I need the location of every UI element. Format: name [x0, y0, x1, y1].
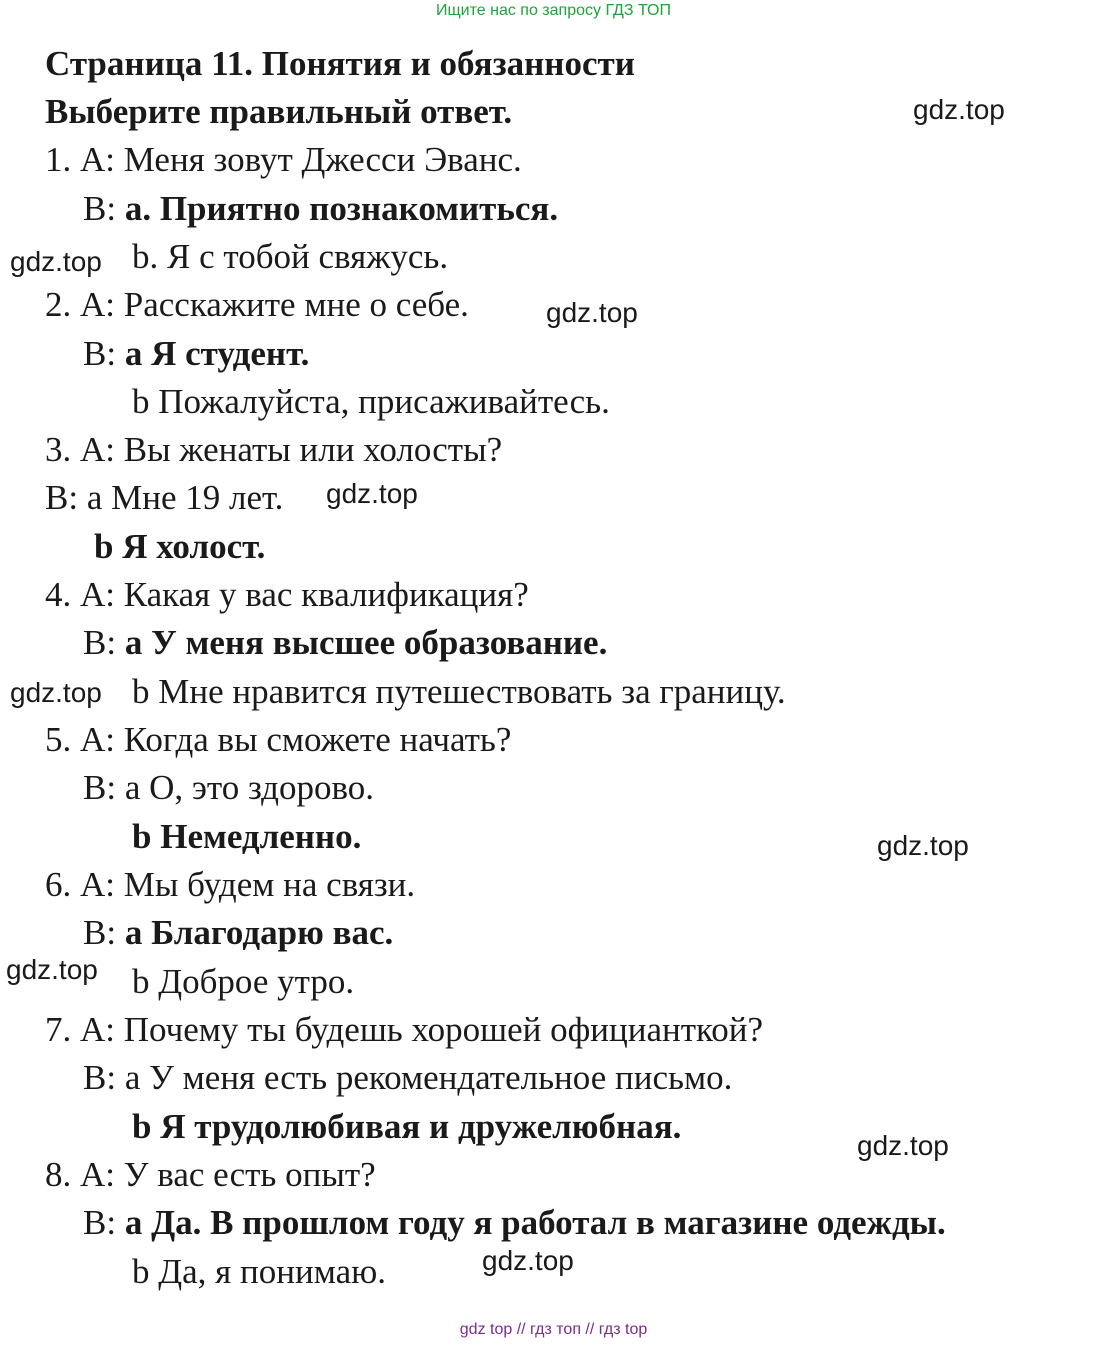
question-8: 8. А: У вас есть опыт?	[45, 1155, 376, 1194]
answer-6-a	[83, 913, 393, 953]
question-5: 5. А: Когда вы сможете начать?	[45, 720, 512, 759]
answer-3-a: В: а Мне 19 лет.	[45, 478, 284, 517]
answer-8-a-text: а Да. В прошлом году я работал в магазине одежды.	[124, 1203, 946, 1242]
answer-4-b: b Мне нравится путешествовать за границу.	[132, 672, 786, 711]
page-title: Страница 11. Понятия и обязанности	[45, 44, 635, 83]
top-banner: Ищите нас по запросу ГДЗ ТОП	[436, 2, 671, 19]
answer-1-a-text: а. Приятно познакомиться.	[124, 189, 559, 228]
watermark: gdz.top	[6, 954, 98, 985]
speaker-b-label: В:	[83, 623, 125, 662]
watermark: gdz.top	[857, 1130, 949, 1161]
question-7: 7. А: Почему ты будешь хорошей официанткой?	[45, 1010, 764, 1049]
answer-7-b: b Я трудолюбивая и дружелюбная.	[132, 1107, 682, 1146]
answer-5-b: b Немедленно.	[132, 817, 362, 856]
answer-4-a	[83, 623, 607, 663]
question-3: 3. А: Вы женаты или холосты?	[45, 430, 503, 469]
watermark: gdz.top	[10, 677, 102, 708]
question-1: 1. А: Меня зовут Джесси Эванс.	[45, 140, 522, 179]
answer-6-a-text: а Благодарю вас.	[124, 913, 394, 952]
watermark: gdz.top	[877, 830, 969, 861]
watermark: gdz.top	[10, 246, 102, 277]
watermark: gdz.top	[482, 1245, 574, 1276]
answer-1-b: b. Я с тобой свяжусь.	[132, 237, 449, 276]
answer-4-a-text: а У меня высшее образование.	[124, 623, 608, 662]
watermark: gdz.top	[326, 478, 418, 509]
speaker-b-label: В:	[83, 334, 125, 373]
watermark: gdz.top	[546, 297, 638, 328]
speaker-b-label: В:	[83, 1203, 125, 1242]
answer-7-a: В: а У меня есть рекомендательное письмо.	[83, 1058, 733, 1097]
answer-2-a	[83, 334, 309, 374]
question-4: 4. А: Какая у вас квалификация?	[45, 575, 529, 614]
answer-1-a	[83, 189, 558, 229]
question-2: 2. А: Расскажите мне о себе.	[45, 285, 469, 324]
answer-2-a-text: а Я студент.	[124, 334, 310, 373]
speaker-b-label: В:	[83, 189, 125, 228]
answer-8-b: b Да, я понимаю.	[132, 1252, 387, 1291]
instruction: Выберите правильный ответ.	[45, 92, 513, 131]
watermark: gdz.top	[913, 94, 1005, 125]
answer-6-b: b Доброе утро.	[132, 962, 355, 1001]
question-6: 6. А: Мы будем на связи.	[45, 865, 416, 904]
answer-8-a	[83, 1203, 946, 1243]
answer-5-a: В: а О, это здорово.	[83, 768, 375, 807]
answer-3-b: b Я холост.	[94, 527, 266, 566]
footer-links: gdz top // гдз топ // гдз top	[459, 1321, 648, 1338]
answer-2-b: b Пожалуйста, присаживайтесь.	[132, 382, 610, 421]
speaker-b-label: В:	[83, 913, 125, 952]
